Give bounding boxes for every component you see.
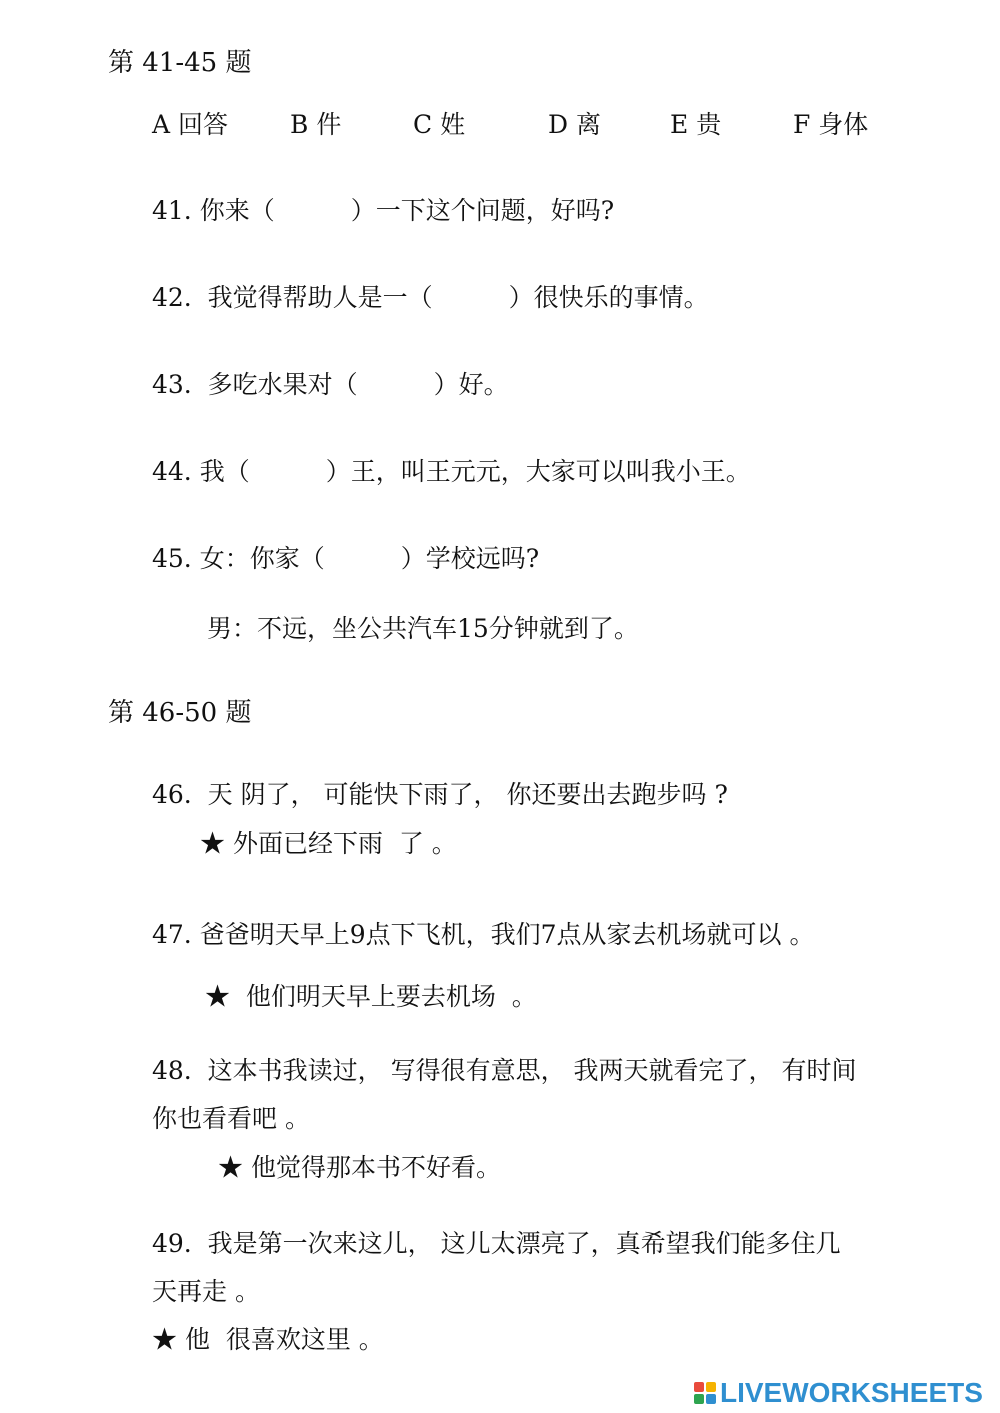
q42-text-after: ）很快乐的事情。 bbox=[508, 283, 709, 312]
q41-text-after: ）一下这个问题，好吗? bbox=[350, 196, 615, 225]
answer-blank-43[interactable] bbox=[358, 374, 434, 400]
q43-text-after: ）好。 bbox=[433, 370, 509, 399]
option-c: C 姓 bbox=[413, 110, 466, 139]
liveworksheets-logo-text: LIVEWORKSHEETS bbox=[720, 1377, 983, 1408]
question-45-reply: 男：不远，坐公共汽车15分钟就到了。 bbox=[207, 614, 639, 643]
option-d: D 离 bbox=[548, 110, 601, 139]
option-b: B 件 bbox=[290, 110, 342, 139]
logo-square-red bbox=[694, 1382, 704, 1392]
q45-text-before: 45. 女：你家（ bbox=[152, 544, 325, 573]
question-48-line-2: 你也看看吧 。 bbox=[152, 1104, 310, 1133]
statement-49: ★ 他 很喜欢这里 。 bbox=[152, 1325, 384, 1354]
statement-46: ★ 外面已经下雨 了 。 bbox=[200, 829, 457, 858]
option-e: E 贵 bbox=[670, 110, 722, 139]
answer-blank-44[interactable] bbox=[250, 461, 326, 487]
question-41 bbox=[152, 196, 614, 226]
option-f: F 身体 bbox=[793, 110, 869, 139]
answer-blank-42[interactable] bbox=[433, 287, 509, 313]
liveworksheets-logo-icon bbox=[694, 1382, 716, 1404]
q42-text-before: 42. 我觉得帮助人是一（ bbox=[152, 283, 433, 312]
statement-48: ★ 他觉得那本书不好看。 bbox=[218, 1153, 501, 1182]
question-45 bbox=[152, 544, 539, 574]
answer-blank-45[interactable] bbox=[325, 548, 401, 574]
q41-text-before: 41. 你来（ bbox=[152, 196, 275, 225]
option-a: A 回答 bbox=[152, 110, 229, 139]
liveworksheets-logo bbox=[694, 1378, 983, 1408]
answer-blank-41[interactable] bbox=[275, 200, 351, 226]
q43-text-before: 43. 多吃水果对（ bbox=[152, 370, 358, 399]
statement-47: ★ 他们明天早上要去机场 。 bbox=[205, 982, 537, 1011]
question-47: 47. 爸爸明天早上9点下飞机，我们7点从家去机场就可以 。 bbox=[152, 920, 815, 949]
q44-text-after: ）王，叫王元元，大家可以叫我小王。 bbox=[325, 457, 751, 486]
question-49-line-2: 天再走 。 bbox=[152, 1277, 260, 1306]
question-46: 46. 天 阴了， 可能快下雨了， 你还要出去跑步吗 ? bbox=[152, 780, 728, 809]
question-43 bbox=[152, 370, 509, 400]
logo-square-blue bbox=[706, 1394, 716, 1404]
q44-text-before: 44. 我（ bbox=[152, 457, 250, 486]
question-44 bbox=[152, 457, 751, 487]
logo-square-green bbox=[694, 1394, 704, 1404]
question-49-line-1: 49. 我是第一次来这儿， 这儿太漂亮了，真希望我们能多住几 bbox=[152, 1229, 841, 1258]
section-title-46-50: 第 46-50 题 bbox=[108, 698, 252, 728]
question-48-line-1: 48. 这本书我读过， 写得很有意思， 我两天就看完了， 有时间 bbox=[152, 1056, 857, 1085]
question-42 bbox=[152, 283, 709, 313]
logo-square-yellow bbox=[706, 1382, 716, 1392]
q45-text-after: ）学校远吗? bbox=[400, 544, 540, 573]
section-title-41-45: 第 41-45 题 bbox=[108, 48, 252, 78]
